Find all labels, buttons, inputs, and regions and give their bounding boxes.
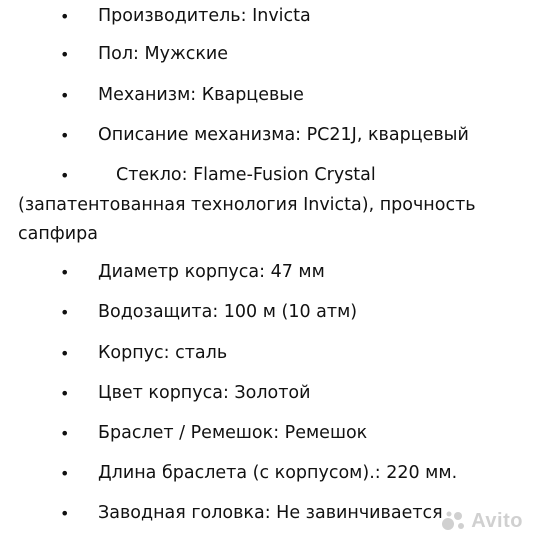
bullet: • — [60, 344, 70, 363]
bullet: • — [60, 464, 70, 483]
bullet: • — [60, 504, 70, 523]
spec-text: Производитель: Invicta — [98, 6, 311, 26]
spec-text: Браслет / Ремешок: Ремешок — [98, 423, 368, 443]
bullet: • — [60, 86, 70, 105]
spec-text: Заводная головка: Не завинчивается — [98, 503, 443, 523]
bullet: • — [60, 263, 70, 282]
bullet: • — [60, 384, 70, 403]
spec-text: Цвет корпуса: Золотой — [98, 383, 311, 403]
spec-text: Водозащита: 100 м (10 атм) — [98, 302, 358, 322]
watermark-text: Avito — [471, 509, 523, 532]
bullet: • — [60, 126, 70, 145]
spec-text: Механизм: Кварцевые — [98, 85, 304, 105]
spec-item-glass — [0, 161, 520, 250]
bullet: • — [60, 7, 70, 26]
avito-watermark — [441, 508, 523, 534]
spec-text: Пол: Мужские — [98, 44, 229, 64]
bullet: • — [60, 303, 70, 322]
bullet: • — [60, 424, 70, 443]
bullet: • — [60, 166, 70, 185]
spec-text: Описание механизма: PC21J, кварцевый — [98, 125, 469, 145]
spec-text: Стекло: Flame-Fusion Crystal (запатентованная технология Invicta), прочность сапфира — [18, 165, 476, 244]
spec-text: Диаметр корпуса: 47 мм — [98, 262, 325, 282]
spec-text: Корпус: сталь — [98, 343, 228, 363]
bullet: • — [60, 45, 70, 64]
avito-dots-icon — [441, 510, 467, 532]
spec-text: Длина браслета (с корпусом).: 220 мм. — [98, 463, 458, 483]
